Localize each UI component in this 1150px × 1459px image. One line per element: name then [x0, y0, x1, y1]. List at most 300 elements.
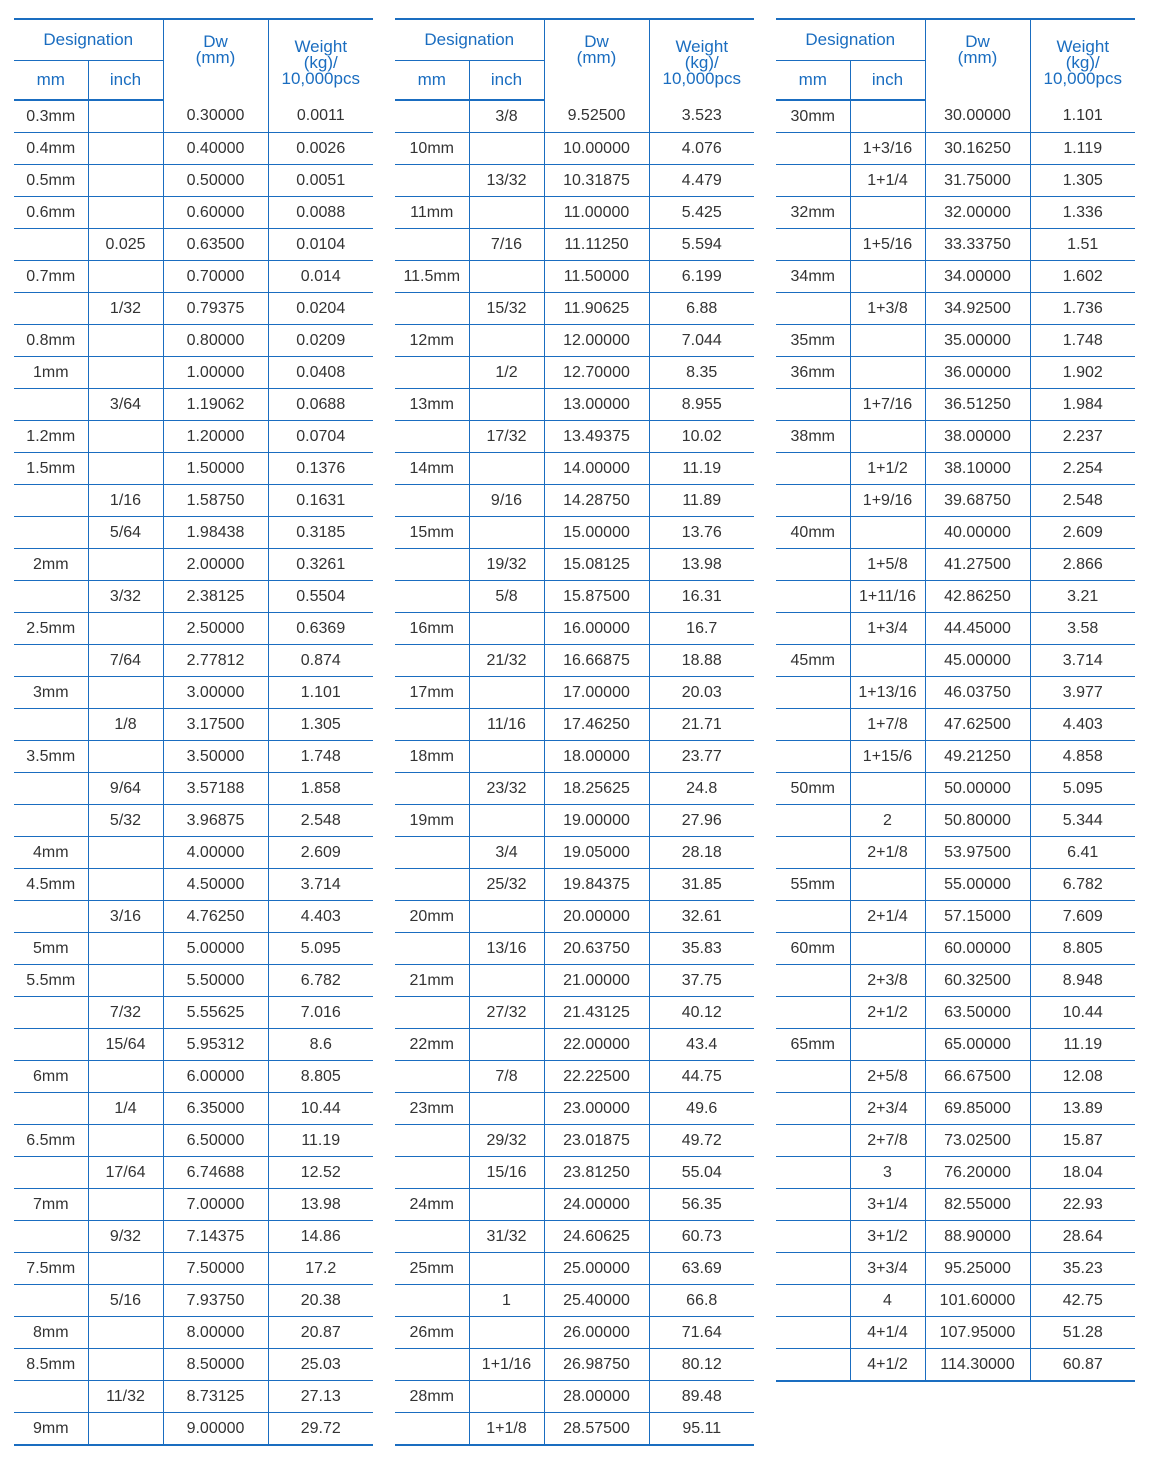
- table-row: [776, 741, 1135, 773]
- table-row: [14, 197, 373, 229]
- mm-cell: [776, 293, 850, 325]
- mm-cell: 10mm: [395, 133, 469, 165]
- mm-cell: 2mm: [14, 549, 88, 581]
- inch-cell: 1/8: [88, 709, 163, 741]
- dw-cell: 11.00000: [544, 197, 649, 229]
- mm-cell: 2.5mm: [14, 613, 88, 645]
- mm-cell: 8mm: [14, 1317, 88, 1349]
- mm-cell: 28mm: [395, 1381, 469, 1413]
- table-row: [395, 325, 754, 357]
- inch-cell: [88, 261, 163, 293]
- dw-cell: 12.70000: [544, 357, 649, 389]
- mm-cell: 12mm: [395, 325, 469, 357]
- dw-cell: 0.40000: [163, 133, 268, 165]
- mm-cell: 5mm: [14, 933, 88, 965]
- inch-cell: [88, 133, 163, 165]
- mm-header: mm: [776, 61, 850, 101]
- dw-cell: 19.84375: [544, 869, 649, 901]
- inch-cell: 3: [850, 1157, 925, 1189]
- table-row: [776, 1317, 1135, 1349]
- weight-cell: 13.76: [649, 517, 754, 549]
- dw-cell: 16.00000: [544, 613, 649, 645]
- mm-cell: [776, 997, 850, 1029]
- weight-cell: 55.04: [649, 1157, 754, 1189]
- table-row: [14, 133, 373, 165]
- dw-cell: 6.35000: [163, 1093, 268, 1125]
- dw-cell: 1.20000: [163, 421, 268, 453]
- inch-cell: 1+1/2: [850, 453, 925, 485]
- dw-cell: 3.50000: [163, 741, 268, 773]
- inch-cell: 3/16: [88, 901, 163, 933]
- table-row: [14, 1413, 373, 1446]
- inch-cell: 13/16: [469, 933, 544, 965]
- weight-cell: 1.336: [1030, 197, 1135, 229]
- dw-cell: 6.74688: [163, 1157, 268, 1189]
- table-row: [395, 805, 754, 837]
- weight-cell: 16.31: [649, 581, 754, 613]
- mm-cell: [395, 997, 469, 1029]
- dw-cell: 34.92500: [925, 293, 1030, 325]
- inch-cell: [850, 1029, 925, 1061]
- mm-cell: [776, 1349, 850, 1382]
- mm-cell: [14, 997, 88, 1029]
- dw-cell: 88.90000: [925, 1221, 1030, 1253]
- mm-cell: 5.5mm: [14, 965, 88, 997]
- table-row: [395, 709, 754, 741]
- mm-cell: [776, 709, 850, 741]
- inch-cell: 15/16: [469, 1157, 544, 1189]
- weight-cell: 56.35: [649, 1189, 754, 1221]
- mm-cell: 14mm: [395, 453, 469, 485]
- dw-cell: 40.00000: [925, 517, 1030, 549]
- dw-cell: 15.87500: [544, 581, 649, 613]
- mm-cell: [14, 645, 88, 677]
- table-row: [14, 165, 373, 197]
- table-row: [395, 1381, 754, 1413]
- inch-cell: 7/16: [469, 229, 544, 261]
- weight-cell: 13.98: [649, 549, 754, 581]
- table-row: [776, 613, 1135, 645]
- mm-cell: 65mm: [776, 1029, 850, 1061]
- dw-cell: 1.19062: [163, 389, 268, 421]
- designation-header: Designation: [14, 19, 163, 61]
- weight-cell: 16.7: [649, 613, 754, 645]
- table-row: [776, 325, 1135, 357]
- weight-cell: 0.1631: [268, 485, 373, 517]
- dw-cell: 11.11250: [544, 229, 649, 261]
- inch-cell: [88, 1413, 163, 1446]
- mm-cell: [395, 837, 469, 869]
- weight-cell: 0.0688: [268, 389, 373, 421]
- inch-cell: [469, 1253, 544, 1285]
- mm-cell: 19mm: [395, 805, 469, 837]
- mm-cell: [776, 901, 850, 933]
- inch-cell: 17/64: [88, 1157, 163, 1189]
- weight-cell: 0.0088: [268, 197, 373, 229]
- inch-cell: [469, 453, 544, 485]
- inch-cell: 1+7/8: [850, 709, 925, 741]
- mm-cell: [776, 1125, 850, 1157]
- weight-cell: 21.71: [649, 709, 754, 741]
- weight-cell: 2.866: [1030, 549, 1135, 581]
- inch-cell: [88, 197, 163, 229]
- weight-cell: 24.8: [649, 773, 754, 805]
- inch-cell: 1: [469, 1285, 544, 1317]
- mm-cell: [395, 1221, 469, 1253]
- mm-cell: 17mm: [395, 677, 469, 709]
- table-row: [776, 965, 1135, 997]
- weight-cell: 0.0104: [268, 229, 373, 261]
- dw-cell: 41.27500: [925, 549, 1030, 581]
- mm-cell: 3.5mm: [14, 741, 88, 773]
- dw-cell: 9.52500: [544, 100, 649, 133]
- inch-header: inch: [88, 61, 163, 101]
- dw-cell: 1.58750: [163, 485, 268, 517]
- inch-cell: [469, 741, 544, 773]
- dw-cell: 55.00000: [925, 869, 1030, 901]
- dw-cell: 23.01875: [544, 1125, 649, 1157]
- inch-cell: 21/32: [469, 645, 544, 677]
- weight-cell: 6.782: [268, 965, 373, 997]
- dw-cell: 6.00000: [163, 1061, 268, 1093]
- dw-cell: 60.00000: [925, 933, 1030, 965]
- mm-cell: [776, 229, 850, 261]
- table-row: [395, 837, 754, 869]
- weight-cell: 0.0204: [268, 293, 373, 325]
- dw-cell: 33.33750: [925, 229, 1030, 261]
- mm-cell: [395, 1061, 469, 1093]
- ball-size-table-2: [395, 18, 754, 1446]
- mm-cell: 7.5mm: [14, 1253, 88, 1285]
- weight-cell: 51.28: [1030, 1317, 1135, 1349]
- table-row: [14, 1381, 373, 1413]
- mm-cell: [776, 389, 850, 421]
- table-row: [14, 709, 373, 741]
- dw-cell: 31.75000: [925, 165, 1030, 197]
- mm-cell: [14, 389, 88, 421]
- table-row: [395, 869, 754, 901]
- inch-cell: 7/8: [469, 1061, 544, 1093]
- mm-cell: [395, 549, 469, 581]
- dw-cell: 0.30000: [163, 100, 268, 133]
- weight-header: Weight (kg)/ 10,000pcs: [1030, 19, 1135, 100]
- weight-cell: 80.12: [649, 1349, 754, 1381]
- inch-cell: [88, 357, 163, 389]
- table-row: [395, 485, 754, 517]
- mm-cell: [776, 1253, 850, 1285]
- dw-cell: 49.21250: [925, 741, 1030, 773]
- table-row: [14, 613, 373, 645]
- table-row: [14, 389, 373, 421]
- mm-cell: [14, 773, 88, 805]
- table-row: [395, 229, 754, 261]
- inch-cell: 1+3/4: [850, 613, 925, 645]
- mm-cell: [776, 965, 850, 997]
- weight-cell: 28.18: [649, 837, 754, 869]
- inch-cell: 5/64: [88, 517, 163, 549]
- table-row: [395, 997, 754, 1029]
- inch-cell: 31/32: [469, 1221, 544, 1253]
- mm-cell: 50mm: [776, 773, 850, 805]
- table-row: [395, 1093, 754, 1125]
- mm-cell: [395, 709, 469, 741]
- table-row: [395, 549, 754, 581]
- inch-cell: [469, 389, 544, 421]
- weight-cell: 12.52: [268, 1157, 373, 1189]
- dw-cell: 34.00000: [925, 261, 1030, 293]
- dw-cell: 39.68750: [925, 485, 1030, 517]
- dw-cell: 7.14375: [163, 1221, 268, 1253]
- dw-cell: 20.63750: [544, 933, 649, 965]
- dw-cell: 50.00000: [925, 773, 1030, 805]
- mm-cell: [776, 837, 850, 869]
- inch-cell: [850, 517, 925, 549]
- inch-cell: 1+1/4: [850, 165, 925, 197]
- inch-cell: [469, 901, 544, 933]
- table-row: [395, 1061, 754, 1093]
- table-row: [395, 133, 754, 165]
- inch-cell: 1+9/16: [850, 485, 925, 517]
- weight-cell: 0.0209: [268, 325, 373, 357]
- dw-cell: 28.00000: [544, 1381, 649, 1413]
- table-row: [776, 165, 1135, 197]
- inch-cell: 27/32: [469, 997, 544, 1029]
- mm-cell: [395, 357, 469, 389]
- mm-cell: 0.3mm: [14, 100, 88, 133]
- weight-cell: 14.86: [268, 1221, 373, 1253]
- inch-cell: 7/64: [88, 645, 163, 677]
- dw-cell: 1.00000: [163, 357, 268, 389]
- table-row: [14, 1221, 373, 1253]
- inch-cell: 5/16: [88, 1285, 163, 1317]
- table-row: [14, 1189, 373, 1221]
- mm-cell: [395, 485, 469, 517]
- weight-cell: 10.02: [649, 421, 754, 453]
- dw-cell: 20.00000: [544, 901, 649, 933]
- mm-cell: [776, 133, 850, 165]
- weight-cell: 20.03: [649, 677, 754, 709]
- dw-cell: 0.63500: [163, 229, 268, 261]
- mm-cell: [776, 1157, 850, 1189]
- mm-cell: 0.4mm: [14, 133, 88, 165]
- table-row: [14, 933, 373, 965]
- dw-cell: 7.50000: [163, 1253, 268, 1285]
- table-row: [14, 1349, 373, 1381]
- dw-cell: 2.00000: [163, 549, 268, 581]
- mm-cell: [14, 1157, 88, 1189]
- table-row: [776, 901, 1135, 933]
- mm-cell: [776, 485, 850, 517]
- mm-cell: 4.5mm: [14, 869, 88, 901]
- table-row: [14, 581, 373, 613]
- inch-cell: [88, 165, 163, 197]
- inch-cell: 2+1/4: [850, 901, 925, 933]
- inch-cell: 11/16: [469, 709, 544, 741]
- mm-cell: [14, 1221, 88, 1253]
- dw-cell: 2.38125: [163, 581, 268, 613]
- table-row: [14, 517, 373, 549]
- mm-cell: [395, 229, 469, 261]
- weight-cell: 44.75: [649, 1061, 754, 1093]
- dw-cell: 28.57500: [544, 1413, 649, 1446]
- dw-cell: 95.25000: [925, 1253, 1030, 1285]
- table-row: [776, 1189, 1135, 1221]
- table-row: [395, 933, 754, 965]
- weight-cell: 18.88: [649, 645, 754, 677]
- designation-header: Designation: [776, 19, 925, 61]
- dw-header: Dw (mm): [544, 19, 649, 100]
- weight-cell: 11.19: [649, 453, 754, 485]
- mm-cell: [395, 581, 469, 613]
- inch-cell: 1/2: [469, 357, 544, 389]
- inch-cell: [88, 869, 163, 901]
- dw-cell: 18.00000: [544, 741, 649, 773]
- dw-cell: 4.00000: [163, 837, 268, 869]
- mm-cell: [395, 1157, 469, 1189]
- mm-cell: [395, 1349, 469, 1381]
- weight-cell: 2.609: [1030, 517, 1135, 549]
- weight-cell: 2.609: [268, 837, 373, 869]
- mm-cell: 1.5mm: [14, 453, 88, 485]
- mm-cell: 15mm: [395, 517, 469, 549]
- designation-header: Designation: [395, 19, 544, 61]
- table-row: [14, 1061, 373, 1093]
- weight-cell: 0.3185: [268, 517, 373, 549]
- table-row: [776, 357, 1135, 389]
- table-row: [395, 1413, 754, 1446]
- dw-cell: 32.00000: [925, 197, 1030, 229]
- weight-cell: 5.594: [649, 229, 754, 261]
- table-row: [395, 645, 754, 677]
- inch-cell: 2+5/8: [850, 1061, 925, 1093]
- mm-cell: [395, 645, 469, 677]
- weight-cell: 43.4: [649, 1029, 754, 1061]
- mm-cell: [14, 1029, 88, 1061]
- weight-cell: 89.48: [649, 1381, 754, 1413]
- weight-cell: 40.12: [649, 997, 754, 1029]
- table-row: [395, 1125, 754, 1157]
- weight-cell: 27.96: [649, 805, 754, 837]
- weight-cell: 27.13: [268, 1381, 373, 1413]
- table-row: [14, 837, 373, 869]
- table-row: [14, 1157, 373, 1189]
- weight-cell: 3.977: [1030, 677, 1135, 709]
- dw-cell: 26.00000: [544, 1317, 649, 1349]
- dw-cell: 4.76250: [163, 901, 268, 933]
- weight-cell: 8.35: [649, 357, 754, 389]
- weight-cell: 1.101: [1030, 100, 1135, 133]
- mm-cell: [14, 805, 88, 837]
- table-row: [776, 133, 1135, 165]
- inch-cell: 1+1/8: [469, 1413, 544, 1446]
- weight-cell: 5.095: [1030, 773, 1135, 805]
- dw-cell: 4.50000: [163, 869, 268, 901]
- weight-cell: 2.548: [268, 805, 373, 837]
- weight-cell: 0.0704: [268, 421, 373, 453]
- weight-cell: 1.902: [1030, 357, 1135, 389]
- weight-cell: 1.305: [268, 709, 373, 741]
- table-row: [776, 453, 1135, 485]
- dw-cell: 0.80000: [163, 325, 268, 357]
- dw-cell: 38.10000: [925, 453, 1030, 485]
- dw-cell: 50.80000: [925, 805, 1030, 837]
- inch-cell: [850, 421, 925, 453]
- table-row: [14, 677, 373, 709]
- table-row: [395, 100, 754, 133]
- weight-cell: 2.548: [1030, 485, 1135, 517]
- mm-cell: 30mm: [776, 100, 850, 133]
- table-row: [14, 645, 373, 677]
- mm-cell: 6mm: [14, 1061, 88, 1093]
- weight-cell: 12.08: [1030, 1061, 1135, 1093]
- ball-size-table-1: [14, 18, 373, 1446]
- inch-cell: [88, 933, 163, 965]
- dw-cell: 26.98750: [544, 1349, 649, 1381]
- weight-cell: 10.44: [1030, 997, 1135, 1029]
- dw-cell: 15.00000: [544, 517, 649, 549]
- table-row: [776, 933, 1135, 965]
- inch-cell: [469, 197, 544, 229]
- table-row: [395, 741, 754, 773]
- inch-cell: 1+5/8: [850, 549, 925, 581]
- weight-cell: 35.23: [1030, 1253, 1135, 1285]
- inch-cell: 4+1/4: [850, 1317, 925, 1349]
- dw-header: Dw (mm): [925, 19, 1030, 100]
- table-row: [776, 805, 1135, 837]
- table-row: [14, 805, 373, 837]
- inch-cell: 1+13/16: [850, 677, 925, 709]
- table-row: [776, 1285, 1135, 1317]
- dw-cell: 11.90625: [544, 293, 649, 325]
- table-row: [395, 773, 754, 805]
- table-row: [395, 677, 754, 709]
- dw-cell: 35.00000: [925, 325, 1030, 357]
- mm-cell: [14, 1093, 88, 1125]
- mm-cell: [14, 1285, 88, 1317]
- table-row: [776, 1349, 1135, 1382]
- table-row: [14, 1029, 373, 1061]
- mm-cell: 22mm: [395, 1029, 469, 1061]
- table-row: [395, 357, 754, 389]
- dw-cell: 66.67500: [925, 1061, 1030, 1093]
- table-row: [14, 229, 373, 261]
- dw-cell: 114.30000: [925, 1349, 1030, 1382]
- dw-header: Dw (mm): [163, 19, 268, 100]
- dw-cell: 76.20000: [925, 1157, 1030, 1189]
- inch-cell: 29/32: [469, 1125, 544, 1157]
- inch-cell: 2+1/8: [850, 837, 925, 869]
- mm-cell: 0.8mm: [14, 325, 88, 357]
- weight-header: Weight (kg)/ 10,000pcs: [268, 19, 373, 100]
- inch-cell: [88, 1189, 163, 1221]
- table-row: [776, 197, 1135, 229]
- mm-cell: [14, 485, 88, 517]
- weight-cell: 13.89: [1030, 1093, 1135, 1125]
- table-row: [14, 1125, 373, 1157]
- weight-cell: 23.77: [649, 741, 754, 773]
- table-row: [14, 261, 373, 293]
- mm-cell: [14, 1381, 88, 1413]
- inch-cell: 9/16: [469, 485, 544, 517]
- inch-cell: [850, 261, 925, 293]
- dw-cell: 16.66875: [544, 645, 649, 677]
- mm-cell: [776, 453, 850, 485]
- weight-cell: 1.748: [1030, 325, 1135, 357]
- inch-cell: [469, 261, 544, 293]
- table-row: [776, 869, 1135, 901]
- table-row: [395, 453, 754, 485]
- dw-cell: 38.00000: [925, 421, 1030, 453]
